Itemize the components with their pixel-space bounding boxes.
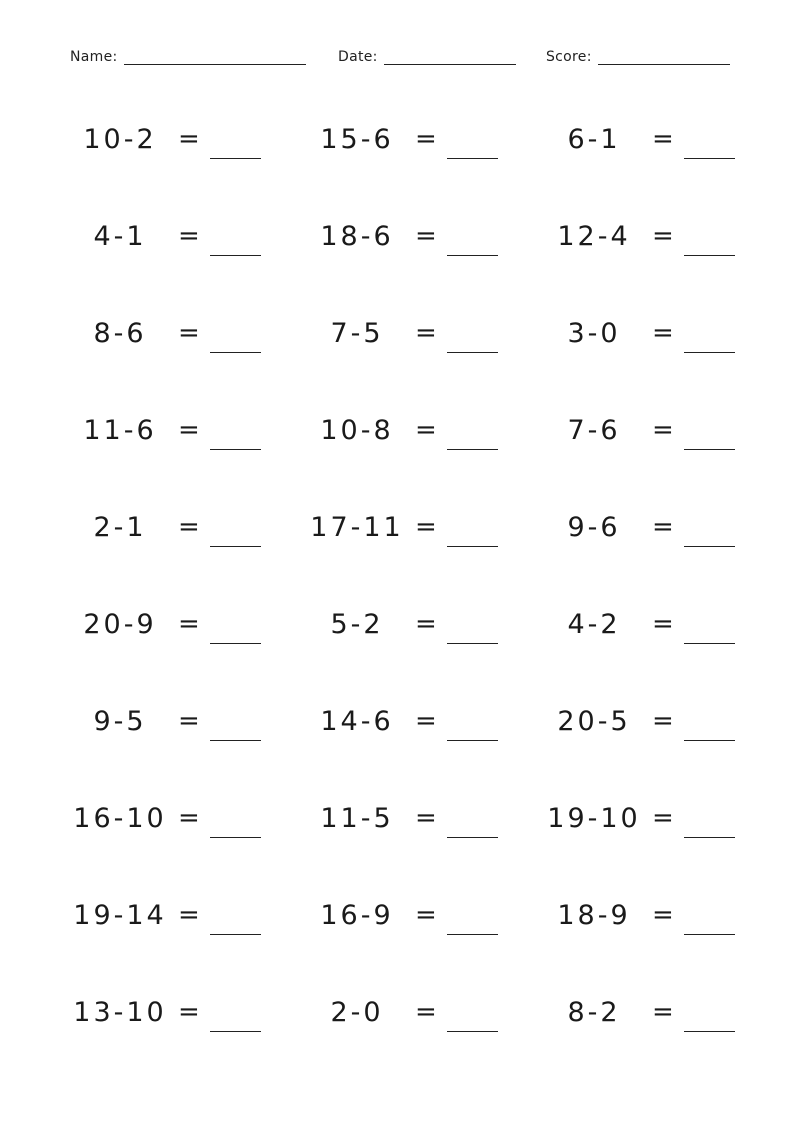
problem-expression: 10-2 (83, 124, 157, 155)
equals-sign: = (415, 706, 437, 736)
problem (544, 403, 744, 463)
problem-row (70, 209, 736, 306)
name-label: Name: (70, 49, 118, 65)
equals-sign: = (652, 124, 674, 154)
equals-sign: = (652, 997, 674, 1027)
problem (70, 985, 270, 1045)
answer-blank[interactable] (210, 352, 261, 353)
name-blank[interactable] (124, 48, 306, 65)
problem (70, 500, 270, 560)
problem-expression: 18-6 (320, 221, 394, 252)
problem (544, 306, 744, 366)
problem (307, 403, 507, 463)
problem-expression: 2-1 (93, 512, 147, 543)
name-field[interactable] (70, 48, 306, 65)
problem (70, 403, 270, 463)
problem (307, 500, 507, 560)
date-label: Date: (338, 49, 378, 65)
problem-expression: 6-1 (567, 124, 621, 155)
answer-blank[interactable] (447, 740, 498, 741)
answer-blank[interactable] (210, 158, 261, 159)
equals-sign: = (415, 124, 437, 154)
problem (544, 500, 744, 560)
problem-row (70, 306, 736, 403)
answer-blank[interactable] (684, 934, 735, 935)
problem (70, 597, 270, 657)
answer-blank[interactable] (210, 837, 261, 838)
date-field[interactable] (338, 48, 516, 65)
answer-blank[interactable] (447, 1031, 498, 1032)
problem (544, 597, 744, 657)
problem (70, 306, 270, 366)
problem-expression: 4-1 (93, 221, 147, 252)
problem (544, 694, 744, 754)
problem-row (70, 985, 736, 1082)
problem-expression: 9-6 (567, 512, 621, 543)
problem (307, 791, 507, 851)
equals-sign: = (178, 900, 200, 930)
problem-row (70, 112, 736, 209)
problem-expression: 19-10 (547, 803, 641, 834)
equals-sign: = (178, 997, 200, 1027)
equals-sign: = (415, 997, 437, 1027)
answer-blank[interactable] (447, 255, 498, 256)
answer-blank[interactable] (684, 449, 735, 450)
problem-expression: 20-9 (83, 609, 157, 640)
problem-expression: 16-10 (73, 803, 167, 834)
equals-sign: = (652, 221, 674, 251)
problem (307, 209, 507, 269)
answer-blank[interactable] (210, 449, 261, 450)
problem (307, 694, 507, 754)
problem (544, 209, 744, 269)
answer-blank[interactable] (684, 643, 735, 644)
answer-blank[interactable] (684, 546, 735, 547)
answer-blank[interactable] (210, 255, 261, 256)
problem-expression: 13-10 (73, 997, 167, 1028)
problem-expression: 18-9 (557, 900, 631, 931)
score-label: Score: (546, 49, 592, 65)
equals-sign: = (415, 803, 437, 833)
problem-expression: 19-14 (73, 900, 167, 931)
answer-blank[interactable] (684, 158, 735, 159)
problem (70, 112, 270, 172)
equals-sign: = (178, 124, 200, 154)
answer-blank[interactable] (684, 740, 735, 741)
answer-blank[interactable] (447, 837, 498, 838)
answer-blank[interactable] (684, 837, 735, 838)
answer-blank[interactable] (210, 1031, 261, 1032)
equals-sign: = (652, 512, 674, 542)
worksheet-header (70, 48, 736, 68)
equals-sign: = (415, 415, 437, 445)
equals-sign: = (652, 318, 674, 348)
problem-expression: 8-6 (93, 318, 147, 349)
problem (307, 112, 507, 172)
equals-sign: = (178, 221, 200, 251)
problem (544, 112, 744, 172)
answer-blank[interactable] (447, 934, 498, 935)
equals-sign: = (178, 415, 200, 445)
equals-sign: = (415, 512, 437, 542)
equals-sign: = (652, 415, 674, 445)
answer-blank[interactable] (447, 158, 498, 159)
answer-blank[interactable] (210, 643, 261, 644)
problem-expression: 11-5 (320, 803, 394, 834)
problem-expression: 15-6 (320, 124, 394, 155)
problem-row (70, 500, 736, 597)
problem-row (70, 597, 736, 694)
problem (70, 791, 270, 851)
problem-expression: 2-0 (330, 997, 384, 1028)
problem-expression: 12-4 (557, 221, 631, 252)
equals-sign: = (178, 706, 200, 736)
problem (70, 888, 270, 948)
equals-sign: = (652, 706, 674, 736)
problem-expression: 11-6 (83, 415, 157, 446)
answer-blank[interactable] (447, 643, 498, 644)
equals-sign: = (178, 803, 200, 833)
score-blank[interactable] (598, 48, 730, 65)
problem-expression: 7-5 (330, 318, 384, 349)
problem-expression: 4-2 (567, 609, 621, 640)
problem-expression: 17-11 (310, 512, 404, 543)
answer-blank[interactable] (210, 934, 261, 935)
problem-row (70, 694, 736, 791)
problem-expression: 8-2 (567, 997, 621, 1028)
score-field[interactable] (546, 48, 730, 65)
equals-sign: = (415, 609, 437, 639)
problem (307, 888, 507, 948)
answer-blank[interactable] (684, 352, 735, 353)
equals-sign: = (652, 609, 674, 639)
problem (70, 209, 270, 269)
problem-grid (70, 112, 736, 1082)
problem-row (70, 403, 736, 500)
problem-expression: 5-2 (330, 609, 384, 640)
answer-blank[interactable] (684, 1031, 735, 1032)
equals-sign: = (178, 512, 200, 542)
problem (544, 791, 744, 851)
answer-blank[interactable] (447, 546, 498, 547)
problem (307, 985, 507, 1045)
problem (307, 597, 507, 657)
date-blank[interactable] (384, 48, 516, 65)
equals-sign: = (415, 221, 437, 251)
equals-sign: = (415, 900, 437, 930)
answer-blank[interactable] (447, 352, 498, 353)
problem-expression: 10-8 (320, 415, 394, 446)
problem-expression: 20-5 (557, 706, 631, 737)
answer-blank[interactable] (210, 740, 261, 741)
answer-blank[interactable] (210, 546, 261, 547)
problem-row (70, 888, 736, 985)
problem-expression: 16-9 (320, 900, 394, 931)
equals-sign: = (652, 900, 674, 930)
problem-expression: 14-6 (320, 706, 394, 737)
problem-row (70, 791, 736, 888)
equals-sign: = (652, 803, 674, 833)
answer-blank[interactable] (684, 255, 735, 256)
answer-blank[interactable] (447, 449, 498, 450)
problem (544, 888, 744, 948)
equals-sign: = (178, 318, 200, 348)
problem (307, 306, 507, 366)
problem-expression: 9-5 (93, 706, 147, 737)
equals-sign: = (178, 609, 200, 639)
equals-sign: = (415, 318, 437, 348)
problem (544, 985, 744, 1045)
problem (70, 694, 270, 754)
problem-expression: 7-6 (567, 415, 621, 446)
problem-expression: 3-0 (567, 318, 621, 349)
